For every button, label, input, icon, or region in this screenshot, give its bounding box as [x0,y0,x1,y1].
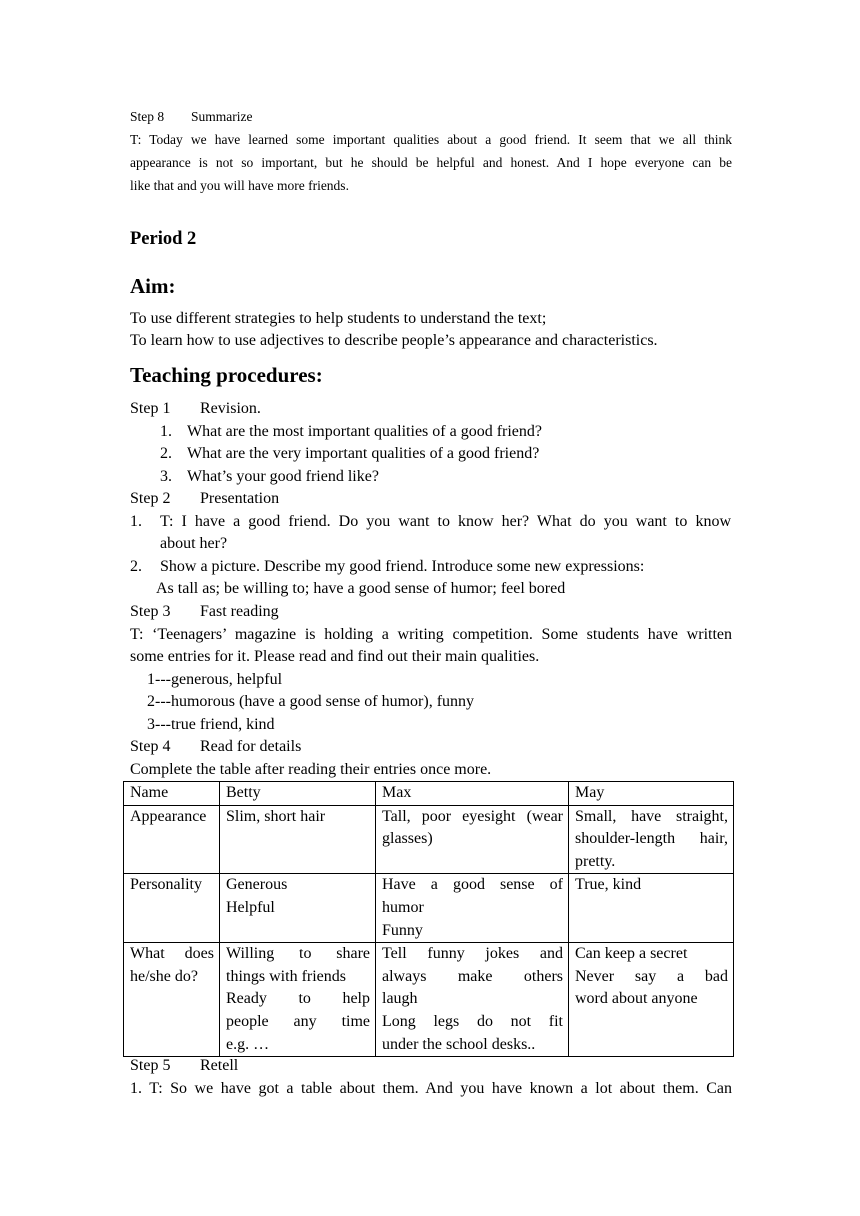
table-row [124,943,734,1057]
cell-line: glasses) [382,830,433,848]
paragraph-line: 1. T: So we have got a table about them. And you have known a lot about them. Can [130,1080,732,1097]
details-table [123,781,734,1057]
table-header-row [124,782,734,806]
cell-line: shoulder-length hair, [575,830,728,848]
cell-line: Long legs do not fit [382,1012,563,1030]
step2-heading [130,488,279,511]
cell-line: Small, have straight, [575,807,728,825]
cell-line: What does [130,945,214,963]
step4-heading [130,736,301,759]
step-number: Step 5 [130,1057,171,1074]
cell-line: Funny [382,921,423,939]
table-cell [569,943,734,1057]
cell-line: Tall, poor eyesight (wear [382,807,563,825]
procedures-heading: Teaching procedures: [130,363,323,387]
aim-line: To learn how to use adjectives to describe people’s appearance and characteristics. [130,332,658,349]
table-cell [220,943,376,1057]
step-title: Presentation [200,490,280,507]
list-text: about her? [160,535,228,552]
paragraph-line: some entries for it. Please read and find out their main qualities. [130,648,540,665]
cell-line: people any time [226,1012,370,1030]
cell-line: e.g. … [226,1035,270,1053]
cell-line: pretty. [575,852,616,870]
aim-line: To use different strategies to help students to understand the text; [130,310,547,327]
step-title: Retell [200,1057,239,1074]
cell-line: humor [382,898,424,916]
list-number: 2. [130,558,142,575]
cell-line: he/she do? [130,967,198,985]
table-row [124,805,734,874]
step3-heading [130,601,279,624]
header-cell: Name [124,782,220,806]
summary-line: appearance is not so important, but he should be helpful and honest. And I hope everyone can be [130,155,732,170]
list-number: 1. [160,423,172,440]
row-label: Appearance [124,805,220,874]
paragraph-line: T: ‘Teenagers’ magazine is holding a writing competition. Some students have written [130,626,732,643]
list-item [160,466,379,489]
list-text: What are the very important qualities of a good friend? [187,445,540,462]
step-number: Step 4 [130,738,171,755]
step-title: Revision. [200,400,261,417]
cell-line: Have a good sense of [382,876,563,894]
table-cell [376,874,569,943]
table-cell [376,805,569,874]
list-text: As tall as; be willing to; have a good sense of humor; feel bored [156,580,566,597]
table-cell [220,874,376,943]
step5-heading [130,1055,238,1078]
list-text: What are the most important qualities of a good friend? [187,423,542,440]
cell-line: Tell funny jokes and [382,945,563,963]
entry-line: 1---generous, helpful [147,671,283,688]
table-row [124,874,734,943]
cell-line: Can keep a secret [575,945,688,963]
table-cell [376,943,569,1057]
cell-line: Generous [226,876,288,894]
step8-heading [130,105,252,128]
row-label: Personality [124,874,220,943]
step1-heading [130,398,261,421]
step-number: Step 8 [130,109,165,124]
list-number: 3. [160,468,172,485]
list-number: 1. [130,513,142,530]
cell-line: Helpful [226,898,275,916]
cell-line: Willing to share [226,945,370,963]
list-number: 2. [160,445,172,462]
summary-line: like that and you will have more friends. [130,178,349,193]
cell-line: word about anyone [575,990,698,1008]
step-number: Step 3 [130,603,171,620]
header-cell: Betty [220,782,376,806]
period-heading: Period 2 [130,229,197,249]
step-title: Fast reading [200,603,279,620]
table-cell: True, kind [569,874,734,943]
cell-line: always make others [382,967,563,985]
list-text: What’s your good friend like? [187,468,379,485]
cell-line: Never say a bad [575,967,728,985]
entry-line: 2---humorous (have a good sense of humor), funny [147,693,475,710]
step-title: Read for details [200,738,302,755]
table-instruction: Complete the table after reading their entries once more. [130,761,492,778]
list-text: T: I have a good friend. Do you want to know her? What do you want to know [160,513,731,530]
header-cell: May [569,782,734,806]
list-item [160,443,539,466]
header-cell: Max [376,782,569,806]
summary-line: T: Today we have learned some important qualities about a good friend. It seem that we all think [130,132,732,147]
aim-heading: Aim: [130,274,176,298]
cell-line: under the school desks.. [382,1035,536,1053]
table-cell [569,805,734,874]
step-number: Step 2 [130,490,171,507]
cell-line: laugh [382,990,418,1008]
row-label [124,943,220,1057]
list-text: Show a picture. Describe my good friend. Introduce some new expressions: [160,558,645,575]
step-title: Summarize [191,109,253,124]
list-item [160,421,542,444]
step-number: Step 1 [130,400,171,417]
table-cell: Slim, short hair [220,805,376,874]
entry-line: 3---true friend, kind [147,716,275,733]
cell-line: Ready to help [226,990,370,1008]
cell-line: things with friends [226,967,346,985]
